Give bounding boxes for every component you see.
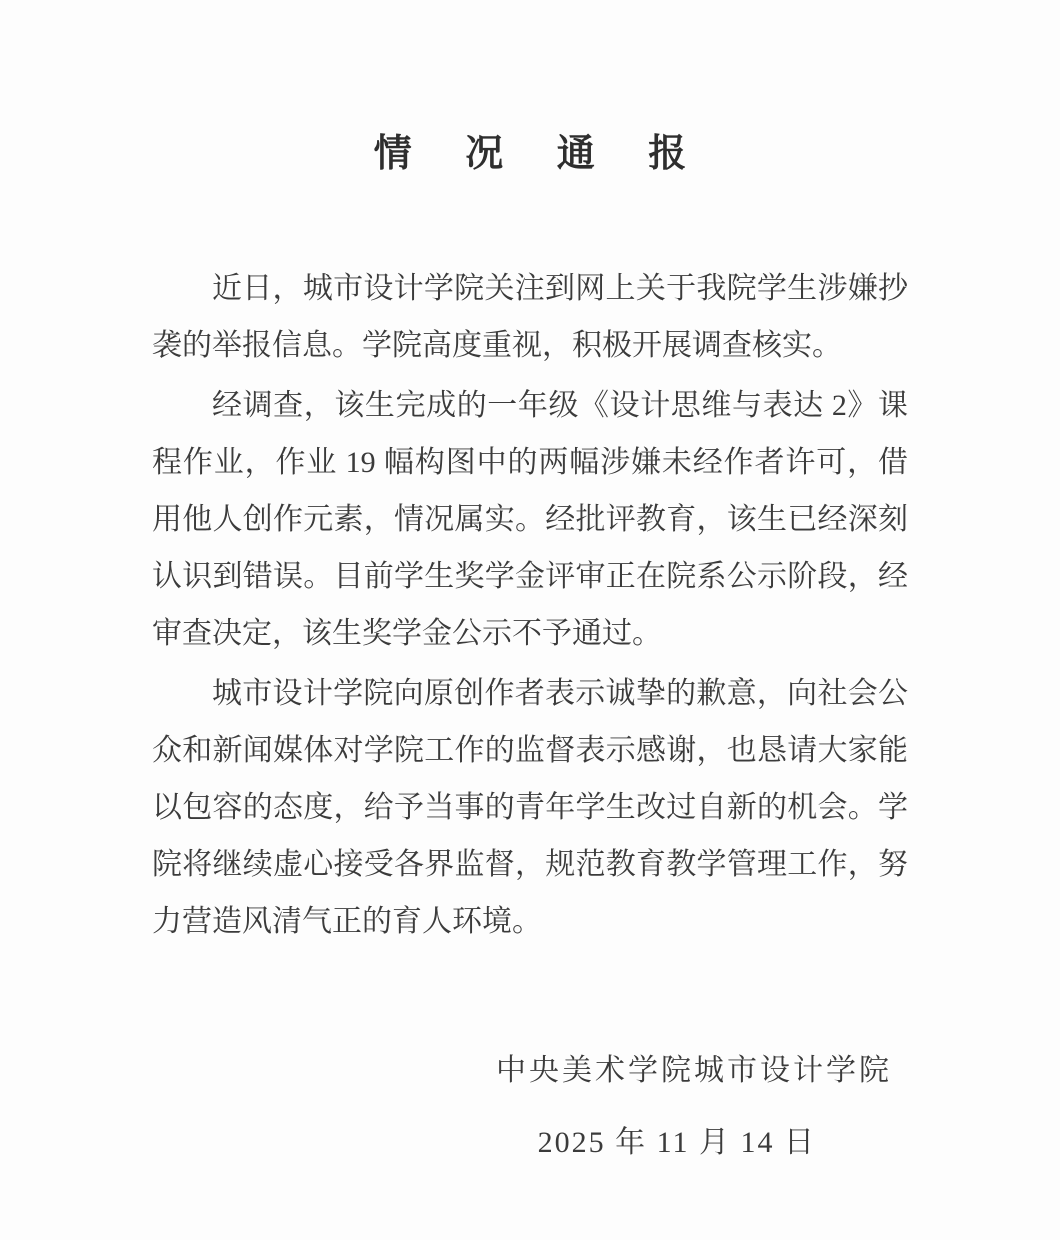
signature-organization: 中央美术学院城市设计学院 bbox=[496, 1054, 892, 1087]
paragraph-apology: 城市设计学院向原创作者表示诚挚的歉意，向社会公众和新闻媒体对学院工作的监督表示感谢，也恳请大家能以包容的态度，给予当事的青年学生改过自新的机会。学院将继续虚心接受各界监督，规范教育教学管理工作，努力营造风清气正的育人环境。 bbox=[152, 677, 908, 938]
signature-date: 2025 年 11 月 14 日 bbox=[537, 1126, 816, 1159]
document-body bbox=[152, 260, 908, 950]
document-content bbox=[152, 0, 908, 1161]
paragraph-intro: 近日，城市设计学院关注到网上关于我院学生涉嫌抄袭的举报信息。学院高度重视，积极开展调查核实。 bbox=[152, 272, 908, 362]
document-title: 情 况 通 报 bbox=[373, 133, 709, 175]
paragraph-investigation-result: 经调查，该生完成的一年级《设计思维与表达 2》课程作业，作业 19 幅构图中的两幅涉嫌未经作者许可，借用他人创作元素，情况属实。经批评教育，该生已经深刻认识到错误。目前学生奖学金评审正在院系公示阶段，经审查决定，该生奖学金公示不予通过。 bbox=[152, 389, 908, 650]
